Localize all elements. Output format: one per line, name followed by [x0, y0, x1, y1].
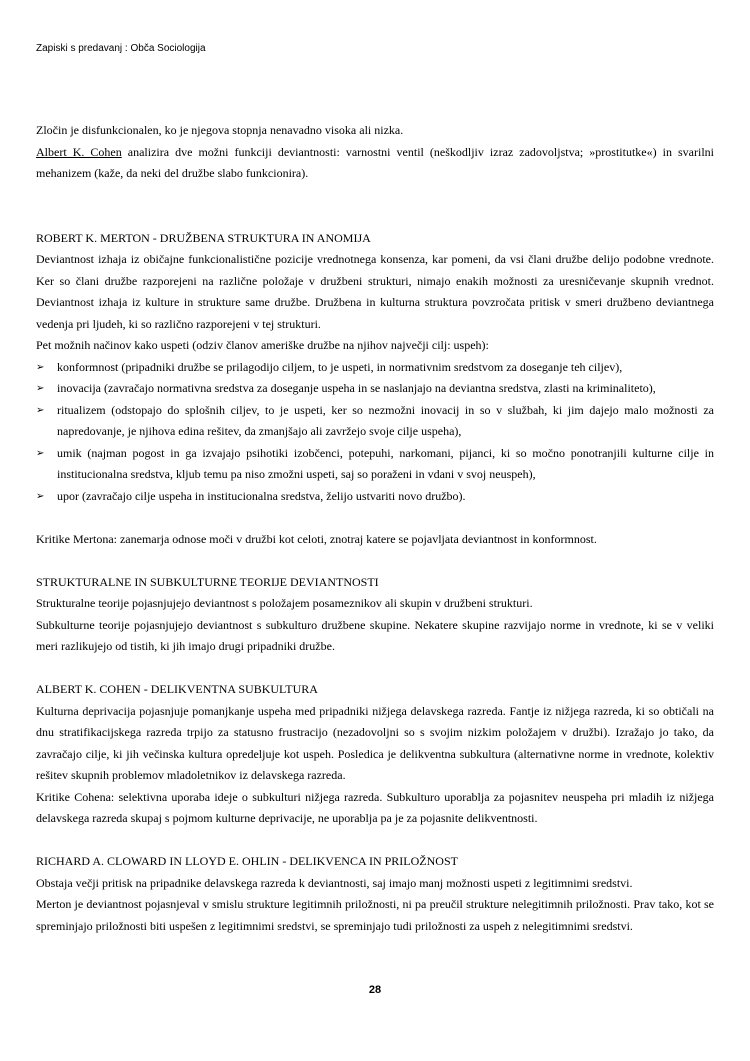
- arrow-bullet-icon: ➢: [36, 490, 45, 502]
- running-header: Zapiski s predavanj : Obča Sociologija: [36, 43, 206, 54]
- page-number: 28: [368, 984, 382, 996]
- structural-paragraph-2: Subkulturne teorije pojasnjujejo deviantnost s subkulturo družbene skupine. Nekatere skupine razvijajo norme in vrednote, ki se v veliki meri razlikujejo od tistih, ki jih imajo drugi pripadniki družbe.: [36, 617, 714, 653]
- merton-adaptations-list: [36, 357, 714, 508]
- arrow-bullet-icon: ➢: [36, 404, 45, 416]
- list-item: [36, 357, 714, 379]
- cohen-section-title: ALBERT K. COHEN - DELIKVENTNA SUBKULTURA: [36, 682, 318, 696]
- list-item-text: inovacija (zavračajo normativna sredstva za doseganje uspeha in se naslanjajo na deviantna sredstva, zlasti na kriminaliteto),: [57, 381, 656, 395]
- cohen-name-underlined: Albert K. Cohen: [36, 144, 122, 159]
- cohen-paragraph-1: Kulturna deprivacija pojasnjuje pomanjkanje uspeha med pripadniki nižjega delavskega razreda. Fantje iz nižjega razreda, ki so obtičali na dnu stratifikacijskega razreda trpijo za statusno frustracijo (nezadovoljni so s svojim nizkim položajem v družbi). Izražajo jo tako, da zavračajo cilje, ki jih večinska kultura opredeljuje kot uspeh. Posledica je delikventna subkultura (alternativne norme in vrednote, kolektiv rešitev skupnih problemov mladoletnikov iz delavskega razreda.: [36, 703, 714, 782]
- intro-paragraph-2: [36, 142, 714, 185]
- arrow-bullet-icon: ➢: [36, 447, 45, 459]
- structural-paragraph-1: Strukturalne teorije pojasnjujejo deviantnost s položajem posameznikov ali skupin v družbeni strukturi.: [36, 596, 533, 610]
- merton-section-title: ROBERT K. MERTON - DRUŽBENA STRUKTURA IN ANOMIJA: [36, 230, 371, 245]
- intro-paragraph-1: Zločin je disfunkcionalen, ko je njegova stopnja nenavadno visoka ali nizka.: [36, 123, 404, 137]
- list-item-text: upor (zavračajo cilje uspeha in institucionalna sredstva, želijo ustvariti novo družbo).: [57, 488, 466, 503]
- list-item: [36, 400, 714, 443]
- list-item: [36, 486, 714, 508]
- cloward-section-title: RICHARD A. CLOWARD IN LLOYD E. OHLIN - DELIKVENCA IN PRILOŽNOST: [36, 854, 458, 868]
- cloward-paragraph-1: Obstaja večji pritisk na pripadnike delavskega razreda k deviantnosti, saj imajo manj možnosti uspeti z legitimnimi sredstvi.: [36, 875, 633, 890]
- arrow-bullet-icon: ➢: [36, 361, 45, 373]
- merton-critique: Kritike Mertona: zanemarja odnose moči v družbi kot celoti, znotraj katere se pojavljata deviantnost in konformnost.: [36, 531, 597, 546]
- list-item: [36, 443, 714, 486]
- cohen-critique: Kritike Cohena: selektivna uporaba ideje o subkulturi nižjega razreda. Subkulturo uporablja za pojasnitev neuspeha pri mladih iz nižjega delavskega razreda skupaj s pojmom kulturne deprivacije, ne uporablja pa je za pojasnite delikventnosti.: [36, 789, 714, 825]
- page-content: [36, 120, 714, 937]
- arrow-bullet-icon: ➢: [36, 383, 45, 394]
- cloward-paragraph-2: Merton je deviantnost pojasnjeval v smislu strukture legitimnih priložnosti, ni pa preučil strukture nelegitimnih priložnosti. Prav tako, kot se spreminjajo priložnosti biti uspešen z legitimnimi sredstvi, se spreminjajo tudi priložnosti za uspeh z nelegitimnimi sredstvi.: [36, 897, 714, 933]
- intro-paragraph-2-text: analizira dve možni funkciji deviantnosti: varnostni ventil (neškodljiv izraz zadovoljstva; »prostitutke«) in svarilni mehanizem (kaže, da neki del družbe slabo funkcionira).: [36, 144, 714, 180]
- list-item-text: konformnost (pripadniki družbe se prilagodijo ciljem, to je uspeti, in normativnim sredstvom za doseganje teh ciljev),: [57, 359, 623, 374]
- structural-section-title: STRUKTURALNE IN SUBKULTURNE TEORIJE DEVIANTNOSTI: [36, 574, 379, 589]
- merton-paragraph-2: Pet možnih načinov kako uspeti (odziv članov ameriške družbe na njihov največji cilj: uspeh):: [36, 338, 489, 352]
- list-item: [36, 378, 714, 400]
- list-item-text: umik (najman pogost in ga izvajajo psihotiki izobčenci, potepuhi, narkomani, pijanci, ki so močno ponotranjili kulturne cilje in institucionalna sredstva, kljub temu pa niso zmožni uspeti, saj so poraženi in vdani v svoj neuspeh),: [57, 445, 714, 481]
- list-item-text: ritualizem (odstopajo do splošnih ciljev, to je uspeti, ker so nezmožni inovacij in so v službah, ki jim dajejo malo možnosti za napredovanje, je njihova edina rešitev, da zmanjšajo ali zavržejo svoje cilje uspeha),: [57, 402, 714, 438]
- merton-paragraph-1: Deviantnost izhaja iz običajne funkcionalistične pozicije vrednotnega konsenza, kar pomeni, da vsi člani družbe delijo podobne vrednote. Ker so člani družbe razporejeni na različne položaje v družbeni strukturi, nimajo enakih možnosti za uresničevanje skupnih vrednot. Deviantnost izhaja iz kulture in strukture same družbe. Družbena in kulturna struktura povzročata pritisk v smeri družbeno deviantnega vedenja pri ljudeh, ki so različno razporejeni v tej strukturi.: [36, 252, 714, 331]
